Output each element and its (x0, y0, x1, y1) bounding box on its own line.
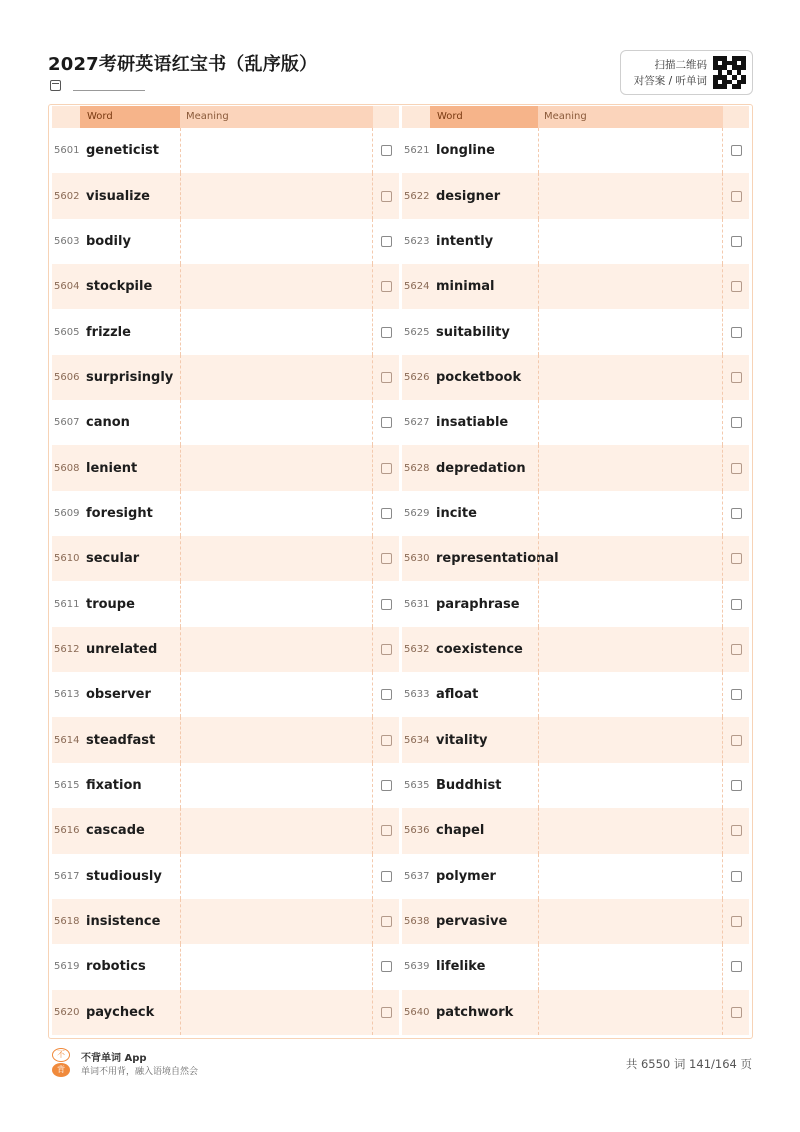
meaning-blank[interactable] (180, 944, 373, 989)
meaning-blank[interactable] (538, 990, 723, 1035)
checkbox-icon[interactable] (731, 281, 742, 292)
word-row (52, 491, 399, 536)
meaning-blank[interactable] (180, 128, 373, 173)
word-number: 5617 (54, 870, 80, 882)
word-number: 5626 (404, 371, 430, 383)
word-column-left (52, 106, 399, 1036)
meaning-blank[interactable] (538, 581, 723, 626)
word-text: studiously (86, 868, 162, 884)
word-row (402, 128, 749, 173)
checkbox-icon[interactable] (381, 372, 392, 383)
meaning-blank[interactable] (538, 672, 723, 717)
word-text: pervasive (436, 914, 508, 930)
checkbox-icon[interactable] (381, 961, 392, 972)
checkbox-icon[interactable] (381, 553, 392, 564)
date-field[interactable] (50, 80, 145, 91)
word-row (52, 128, 399, 173)
checkbox-cell[interactable] (723, 780, 749, 791)
checkbox-icon[interactable] (381, 191, 392, 202)
checkbox-icon[interactable] (381, 689, 392, 700)
meaning-blank[interactable] (538, 219, 723, 264)
checkbox-cell[interactable] (723, 689, 749, 700)
meaning-blank[interactable] (538, 808, 723, 853)
word-row (52, 808, 399, 853)
word-row (402, 627, 749, 672)
checkbox-cell[interactable] (723, 417, 749, 428)
logo-bottom-glyph: 背 (52, 1063, 70, 1077)
word-row (402, 854, 749, 899)
word-text: insistence (86, 914, 161, 930)
word-row (52, 627, 399, 672)
meaning-blank[interactable] (538, 627, 723, 672)
word-number: 5637 (404, 870, 430, 882)
word-column-right (402, 106, 749, 1036)
checkbox-cell[interactable] (723, 508, 749, 519)
app-tagline: 单词不用背，融入语境自然会 (81, 1067, 199, 1077)
checkbox-cell[interactable] (373, 735, 399, 746)
header-number-cell (52, 106, 80, 128)
checkbox-cell[interactable] (723, 281, 749, 292)
word-number: 5616 (54, 825, 80, 837)
meaning-blank[interactable] (180, 672, 373, 717)
word-row (402, 491, 749, 536)
qr-code-box[interactable] (620, 50, 753, 95)
word-row (52, 309, 399, 354)
checkbox-icon[interactable] (381, 599, 392, 610)
word-text: patchwork (436, 1004, 514, 1020)
word-text: steadfast (86, 732, 156, 748)
word-number: 5625 (404, 326, 430, 338)
meaning-blank[interactable] (180, 219, 373, 264)
word-text: incite (436, 505, 477, 521)
word-number: 5610 (54, 553, 80, 565)
word-number: 5618 (54, 916, 80, 928)
meaning-blank[interactable] (180, 309, 373, 354)
checkbox-icon[interactable] (731, 961, 742, 972)
checkbox-cell[interactable] (373, 191, 399, 202)
meaning-blank[interactable] (180, 400, 373, 445)
checkbox-cell[interactable] (373, 508, 399, 519)
word-row (402, 264, 749, 309)
checkbox-cell[interactable] (373, 1007, 399, 1018)
meaning-blank[interactable] (538, 128, 723, 173)
word-row (52, 717, 399, 762)
checkbox-icon[interactable] (731, 916, 742, 927)
meaning-blank[interactable] (180, 763, 373, 808)
qr-code-icon[interactable] (713, 56, 746, 89)
meaning-blank[interactable] (538, 717, 723, 762)
word-text: lifelike (436, 959, 486, 975)
checkbox-icon[interactable] (381, 145, 392, 156)
checkbox-cell[interactable] (723, 463, 749, 474)
header-meaning: Meaning (180, 106, 373, 128)
checkbox-cell[interactable] (373, 916, 399, 927)
meaning-blank[interactable] (538, 445, 723, 490)
table-header (402, 106, 749, 128)
word-text: geneticist (86, 143, 159, 159)
checkbox-cell[interactable] (373, 871, 399, 882)
checkbox-icon[interactable] (731, 327, 742, 338)
word-number: 5640 (404, 1006, 430, 1018)
word-row (52, 944, 399, 989)
meaning-blank[interactable] (180, 990, 373, 1035)
checkbox-icon[interactable] (381, 735, 392, 746)
word-row (52, 672, 399, 717)
word-number: 5620 (54, 1006, 80, 1018)
word-row (402, 944, 749, 989)
checkbox-icon[interactable] (381, 327, 392, 338)
word-number: 5612 (54, 643, 80, 655)
checkbox-cell[interactable] (723, 327, 749, 338)
checkbox-cell[interactable] (373, 961, 399, 972)
word-number: 5607 (54, 417, 80, 429)
checkbox-icon[interactable] (381, 780, 392, 791)
checkbox-cell[interactable] (373, 553, 399, 564)
word-text: longline (436, 143, 495, 159)
qr-caption-line1: 扫描二维码 (654, 58, 707, 71)
word-number: 5613 (54, 689, 80, 701)
checkbox-cell[interactable] (373, 689, 399, 700)
checkbox-cell[interactable] (723, 644, 749, 655)
word-number: 5639 (404, 961, 430, 973)
qr-caption (629, 57, 713, 89)
meaning-blank[interactable] (538, 763, 723, 808)
word-text: designer (436, 188, 501, 204)
checkbox-cell[interactable] (723, 961, 749, 972)
header-check-cell (723, 106, 749, 128)
meaning-blank[interactable] (180, 355, 373, 400)
word-row (52, 264, 399, 309)
page-info: 共 6550 词 141/164 页 (625, 1057, 752, 1071)
word-number: 5611 (54, 598, 80, 610)
word-number: 5614 (54, 734, 80, 746)
word-text: robotics (86, 959, 146, 975)
meaning-blank[interactable] (180, 173, 373, 218)
header-number-cell (402, 106, 430, 128)
word-text: Buddhist (436, 777, 502, 793)
word-number: 5638 (404, 916, 430, 928)
calendar-icon (50, 80, 61, 91)
checkbox-icon[interactable] (731, 236, 742, 247)
meaning-blank[interactable] (538, 173, 723, 218)
word-number: 5633 (404, 689, 430, 701)
checkbox-cell[interactable] (373, 236, 399, 247)
word-row (402, 581, 749, 626)
checkbox-cell[interactable] (723, 236, 749, 247)
header-meaning: Meaning (538, 106, 723, 128)
checkbox-cell[interactable] (373, 599, 399, 610)
word-number: 5615 (54, 779, 80, 791)
word-number: 5601 (54, 145, 80, 157)
word-row (402, 808, 749, 853)
checkbox-cell[interactable] (723, 599, 749, 610)
word-row (52, 355, 399, 400)
checkbox-cell[interactable] (373, 644, 399, 655)
word-number: 5605 (54, 326, 80, 338)
meaning-blank[interactable] (538, 536, 723, 581)
meaning-blank[interactable] (180, 536, 373, 581)
word-number: 5635 (404, 779, 430, 791)
word-row (52, 899, 399, 944)
checkbox-icon[interactable] (731, 463, 742, 474)
checkbox-cell[interactable] (723, 191, 749, 202)
checkbox-icon[interactable] (731, 191, 742, 202)
checkbox-icon[interactable] (381, 825, 392, 836)
checkbox-icon[interactable] (731, 780, 742, 791)
table-header (52, 106, 399, 128)
checkbox-icon[interactable] (731, 145, 742, 156)
meaning-blank[interactable] (538, 400, 723, 445)
meaning-blank[interactable] (538, 854, 723, 899)
checkbox-cell[interactable] (723, 825, 749, 836)
word-row (52, 536, 399, 581)
checkbox-icon[interactable] (731, 689, 742, 700)
word-text: intently (436, 233, 494, 249)
word-number: 5606 (54, 371, 80, 383)
checkbox-icon[interactable] (731, 599, 742, 610)
word-number: 5609 (54, 507, 80, 519)
meaning-blank[interactable] (180, 581, 373, 626)
checkbox-icon[interactable] (381, 281, 392, 292)
word-number: 5624 (404, 281, 430, 293)
word-number: 5608 (54, 462, 80, 474)
checkbox-cell[interactable] (373, 417, 399, 428)
word-text: secular (86, 551, 140, 567)
meaning-blank[interactable] (180, 854, 373, 899)
checkbox-cell[interactable] (373, 463, 399, 474)
word-text: insatiable (436, 415, 509, 431)
word-text: troupe (86, 596, 135, 612)
word-text: bodily (86, 233, 131, 249)
checkbox-cell[interactable] (373, 372, 399, 383)
checkbox-icon[interactable] (381, 644, 392, 655)
word-text: fixation (86, 777, 142, 793)
checkbox-icon[interactable] (731, 508, 742, 519)
header-word: Word (80, 106, 180, 128)
word-row (402, 717, 749, 762)
word-row (402, 355, 749, 400)
word-number: 5621 (404, 145, 430, 157)
header-check-cell (373, 106, 399, 128)
word-row (402, 672, 749, 717)
meaning-blank[interactable] (180, 491, 373, 536)
meaning-blank[interactable] (538, 355, 723, 400)
word-text: canon (86, 415, 130, 431)
word-row (52, 581, 399, 626)
word-number: 5627 (404, 417, 430, 429)
word-text: coexistence (436, 641, 523, 657)
word-text: pocketbook (436, 369, 522, 385)
checkbox-cell[interactable] (723, 871, 749, 882)
word-row (52, 854, 399, 899)
word-text: paraphrase (436, 596, 520, 612)
word-row (402, 536, 749, 581)
checkbox-cell[interactable] (373, 327, 399, 338)
app-name: 不背单词 App (81, 1053, 147, 1064)
checkbox-icon[interactable] (731, 871, 742, 882)
meaning-blank[interactable] (538, 491, 723, 536)
word-text: foresight (86, 505, 153, 521)
checkbox-icon[interactable] (731, 372, 742, 383)
word-row (402, 309, 749, 354)
checkbox-icon[interactable] (731, 825, 742, 836)
word-text: chapel (436, 823, 485, 839)
word-text: representational (436, 551, 559, 567)
word-number: 5602 (54, 190, 80, 202)
word-text: depredation (436, 460, 526, 476)
date-blank-line[interactable] (73, 81, 145, 91)
checkbox-icon[interactable] (381, 463, 392, 474)
word-text: cascade (86, 823, 145, 839)
checkbox-cell[interactable] (723, 1007, 749, 1018)
word-text: stockpile (86, 279, 153, 295)
word-row (402, 763, 749, 808)
checkbox-cell[interactable] (373, 145, 399, 156)
checkbox-icon[interactable] (381, 1007, 392, 1018)
word-list-right (402, 128, 749, 1035)
word-text: lenient (86, 460, 138, 476)
checkbox-icon[interactable] (731, 1007, 742, 1018)
word-row (402, 990, 749, 1035)
meaning-blank[interactable] (538, 264, 723, 309)
header-word: Word (430, 106, 538, 128)
word-text: visualize (86, 188, 150, 204)
word-row (402, 219, 749, 264)
word-row (402, 899, 749, 944)
meaning-blank[interactable] (180, 627, 373, 672)
checkbox-icon[interactable] (731, 417, 742, 428)
word-number: 5634 (404, 734, 430, 746)
meaning-blank[interactable] (180, 264, 373, 309)
checkbox-cell[interactable] (723, 553, 749, 564)
meaning-blank[interactable] (538, 944, 723, 989)
word-row (52, 219, 399, 264)
word-text: frizzle (86, 324, 131, 340)
word-number: 5604 (54, 281, 80, 293)
meaning-blank[interactable] (180, 808, 373, 853)
word-number: 5629 (404, 507, 430, 519)
checkbox-icon[interactable] (381, 417, 392, 428)
word-text: afloat (436, 687, 479, 703)
checkbox-cell[interactable] (373, 780, 399, 791)
word-row (52, 445, 399, 490)
checkbox-cell[interactable] (723, 735, 749, 746)
word-row (402, 173, 749, 218)
word-row (52, 400, 399, 445)
word-number: 5636 (404, 825, 430, 837)
checkbox-icon[interactable] (381, 916, 392, 927)
word-text: polymer (436, 868, 496, 884)
word-row (402, 400, 749, 445)
word-list-left (52, 128, 399, 1035)
word-number: 5628 (404, 462, 430, 474)
checkbox-cell[interactable] (373, 825, 399, 836)
word-number: 5622 (404, 190, 430, 202)
meaning-blank[interactable] (538, 309, 723, 354)
word-number: 5631 (404, 598, 430, 610)
word-text: surprisingly (86, 369, 174, 385)
word-text: suitability (436, 324, 510, 340)
checkbox-cell[interactable] (723, 372, 749, 383)
word-text: paycheck (86, 1004, 155, 1020)
word-text: vitality (436, 732, 488, 748)
word-text: minimal (436, 279, 495, 295)
logo-top-glyph: 不 (52, 1048, 70, 1062)
meaning-blank[interactable] (180, 445, 373, 490)
meaning-blank[interactable] (180, 899, 373, 944)
word-text: unrelated (86, 641, 158, 657)
word-number: 5623 (404, 235, 430, 247)
checkbox-icon[interactable] (731, 735, 742, 746)
checkbox-icon[interactable] (381, 508, 392, 519)
qr-module (741, 84, 746, 89)
checkbox-icon[interactable] (731, 553, 742, 564)
word-row (52, 173, 399, 218)
word-row (52, 990, 399, 1035)
word-text: observer (86, 687, 151, 703)
meaning-blank[interactable] (538, 899, 723, 944)
word-number: 5619 (54, 961, 80, 973)
word-row (52, 763, 399, 808)
word-number: 5603 (54, 235, 80, 247)
word-number: 5632 (404, 643, 430, 655)
qr-caption-line2: 对答案 / 听单词 (633, 74, 707, 87)
word-row (402, 445, 749, 490)
checkbox-icon[interactable] (731, 644, 742, 655)
meaning-blank[interactable] (180, 717, 373, 762)
word-number: 5630 (404, 553, 430, 565)
checkbox-cell[interactable] (723, 145, 749, 156)
app-logo (52, 1048, 72, 1076)
checkbox-icon[interactable] (381, 871, 392, 882)
checkbox-cell[interactable] (373, 281, 399, 292)
checkbox-icon[interactable] (381, 236, 392, 247)
page-title: 2027考研英语红宝书（乱序版） (48, 54, 318, 75)
checkbox-cell[interactable] (723, 916, 749, 927)
